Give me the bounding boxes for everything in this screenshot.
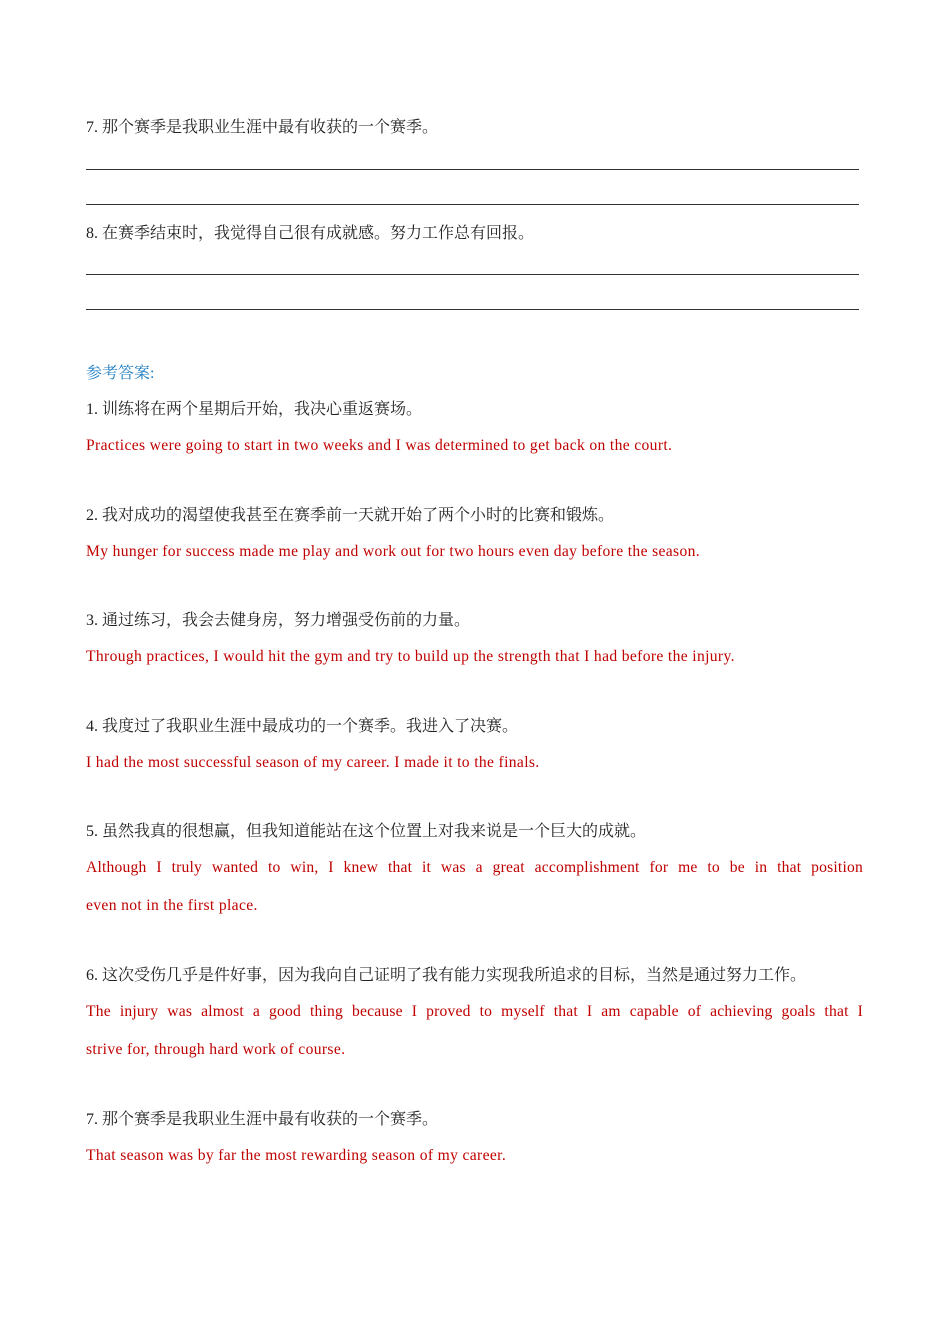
answer-text-2: My hunger for success made me play and work out for two hours even day before the season.: [86, 543, 701, 560]
answer-blank-line: [86, 309, 859, 310]
answer-text-6-line-1: The injury was almost a good thing because I proved to myself that I am capable of achieving goals that I: [86, 1003, 863, 1020]
exercise-question-8: 8. 在赛季结束时，我觉得自己很有成就感。努力工作总有回报。: [86, 225, 535, 242]
answer-question-6: 6. 这次受伤几乎是件好事，因为我向自己证明了我有能力实现我所追求的目标，当然是通过努力工作。: [86, 967, 807, 984]
answer-blank-line: [86, 274, 859, 275]
answer-text-3: Through practices, I would hit the gym and try to build up the strength that I had before the injury.: [86, 648, 735, 665]
answer-question-4: 4. 我度过了我职业生涯中最成功的一个赛季。我进入了决赛。: [86, 718, 519, 735]
answer-question-2: 2. 我对成功的渴望使我甚至在赛季前一天就开始了两个小时的比赛和锻炼。: [86, 507, 615, 524]
answer-question-5: 5. 虽然我真的很想赢，但我知道能站在这个位置上对我来说是一个巨大的成就。: [86, 823, 647, 840]
answer-text-1: Practices were going to start in two weeks and I was determined to get back on the court.: [86, 437, 673, 454]
answer-text-6-line-2: strive for, through hard work of course.: [86, 1041, 346, 1058]
exercise-question-7: 7. 那个赛季是我职业生涯中最有收获的一个赛季。: [86, 119, 439, 136]
answer-blank-line: [86, 169, 859, 170]
answer-text-4: I had the most successful season of my career. I made it to the finals.: [86, 754, 540, 771]
answer-blank-line: [86, 204, 859, 205]
answer-text-5-line-2: even not in the first place.: [86, 897, 258, 914]
answer-question-1: 1. 训练将在两个星期后开始，我决心重返赛场。: [86, 401, 423, 418]
answer-question-7: 7. 那个赛季是我职业生涯中最有收获的一个赛季。: [86, 1111, 439, 1128]
answer-question-3: 3. 通过练习，我会去健身房，努力增强受伤前的力量。: [86, 612, 471, 629]
answers-title: 参考答案:: [86, 365, 155, 382]
answer-text-7: That season was by far the most rewarding season of my career.: [86, 1147, 507, 1164]
answer-text-5-line-1: Although I truly wanted to win, I knew that it was a great accomplishment for me to be in that position: [86, 859, 863, 876]
